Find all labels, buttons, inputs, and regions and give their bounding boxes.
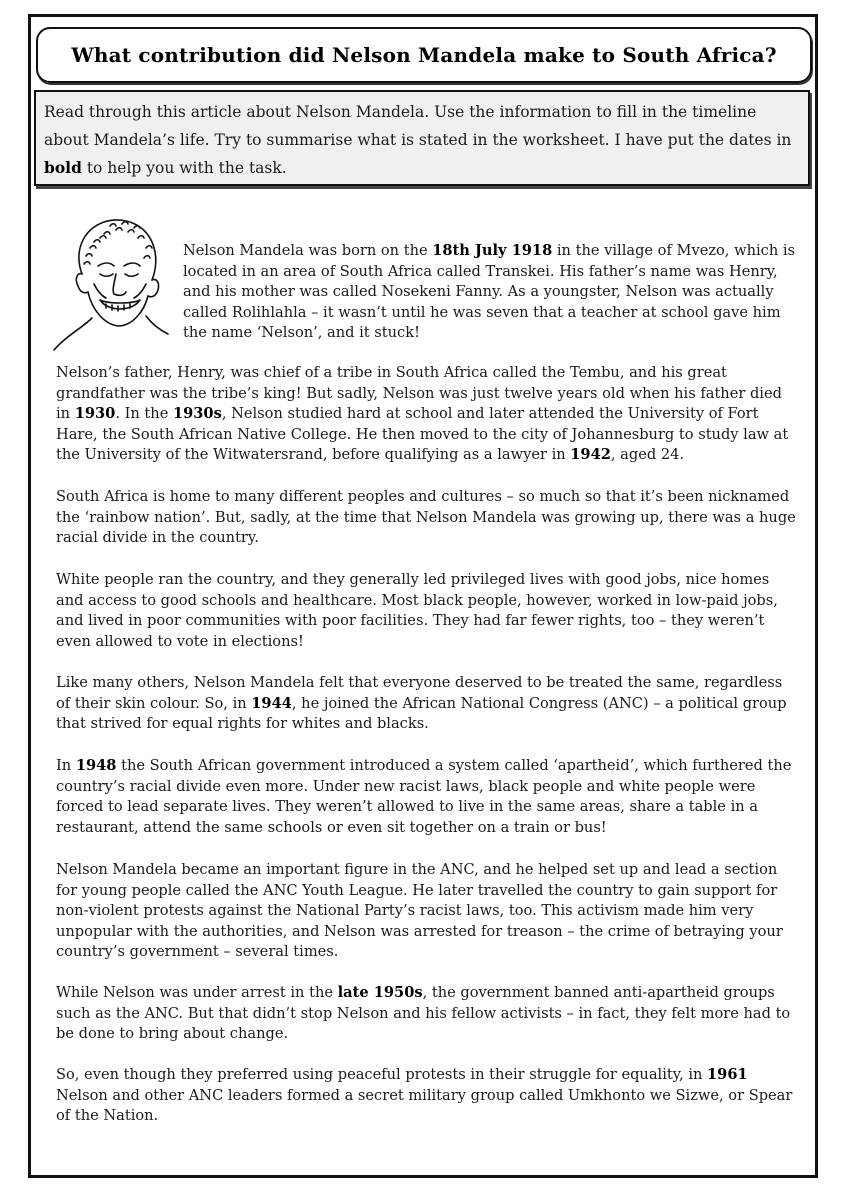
paragraph-apartheid: In 1948 the South African government introduced a system called ‘apartheid’, which furthered the country’s racial divide even more. Under new racist laws, black people and white people were forced to lead separate lives. They weren’t allowed to live in the same areas, share a table in a restaurant, attend the same schools or even sit together on a train or bus! bbox=[56, 757, 792, 836]
mandela-portrait-icon bbox=[52, 212, 176, 352]
date-bold: late 1950s bbox=[337, 984, 423, 1001]
date-bold: 1942 bbox=[570, 446, 611, 463]
paragraph-youth-league: Nelson Mandela became an important figure in the ANC, and he helped set up and lead a section for young people called the ANC Youth League. He later travelled the country to gain support for non-violent protests against the National Party’s racist laws, too. This activism made him very unpopular with the authorities, and Nelson was arrested for treason – the crime of betraying your country’s government – several times. bbox=[56, 861, 783, 960]
date-bold: 1961 bbox=[707, 1066, 748, 1083]
paragraph-inequality: White people ran the country, and they generally led privileged lives with good jobs, nice homes and access to good schools and healthcare. Most black people, however, worked in low-paid jobs, and lived in poor communities with poor facilities. They had far fewer rights, too – they weren’t even allowed to vote in elections! bbox=[56, 571, 778, 650]
paragraph-rainbow-nation: South Africa is home to many different peoples and cultures – so much so that it’s been nicknamed the ‘rainbow nation’. But, sadly, at the time that Nelson Mandela was growing up, there was a huge racial divide in the country. bbox=[56, 488, 796, 546]
date-bold: 1930s bbox=[172, 405, 222, 422]
date-bold: 18th July 1918 bbox=[432, 242, 553, 259]
paragraph-anc: Like many others, Nelson Mandela felt that everyone deserved to be treated the same, regardless of their skin colour. So, in 1944, he joined the African National Congress (ANC) – a political group that strived for equal rights for whites and blacks. bbox=[56, 674, 787, 732]
title-box bbox=[36, 27, 812, 83]
instructions-box bbox=[34, 90, 810, 186]
date-bold: 1930 bbox=[74, 405, 116, 422]
paragraph-umkhonto: So, even though they preferred using peaceful protests in their struggle for equality, in 1961 Nelson and other ANC leaders formed a secret military group called Umkhonto we Sizwe, or Spear of the Nation. bbox=[56, 1066, 793, 1124]
date-bold: 1944 bbox=[251, 694, 292, 712]
date-bold: 1948 bbox=[75, 757, 117, 774]
page-title: What contribution did Nelson Mandela make to South Africa? bbox=[71, 43, 777, 67]
paragraph-education: Nelson’s father, Henry, was chief of a tribe in South Africa called the Tembu, and his great grandfather was the tribe’s king! But sadly, Nelson was just twelve years old when his father died in 1930. In the 1930s, Nelson studied hard at school and later attended the University of Fort Hare, the South African Native College. He then moved to the city of Johannesburg to study law at the University of the Witwatersrand, before qualifying as a lawyer in 1942, aged 24. bbox=[56, 364, 789, 463]
paragraph-birth: Nelson Mandela was born on the 18th July 1918 in the village of Mvezo, which is located in an area of South Africa called Transkei. His father’s name was Henry, and his mother was called Nosekeni Fanny. As a youngster, Nelson was actually called Rolihlahla – it wasn’t until he was seven that a teacher at school gave him the name ‘Nelson’, and it stuck! bbox=[183, 242, 796, 341]
paragraph-ban: While Nelson was under arrest in the late 1950s, the government banned anti-apartheid groups such as the ANC. But that didn’t stop Nelson and his fellow activists – in fact, they felt more had to be done to bring about change. bbox=[56, 984, 791, 1042]
instructions-text: Read through this article about Nelson Mandela. Use the information to fill in the timeline about Mandela’s life. Try to summarise what is stated in the worksheet. I have put the dates in bold to help you with the task. bbox=[44, 103, 792, 177]
